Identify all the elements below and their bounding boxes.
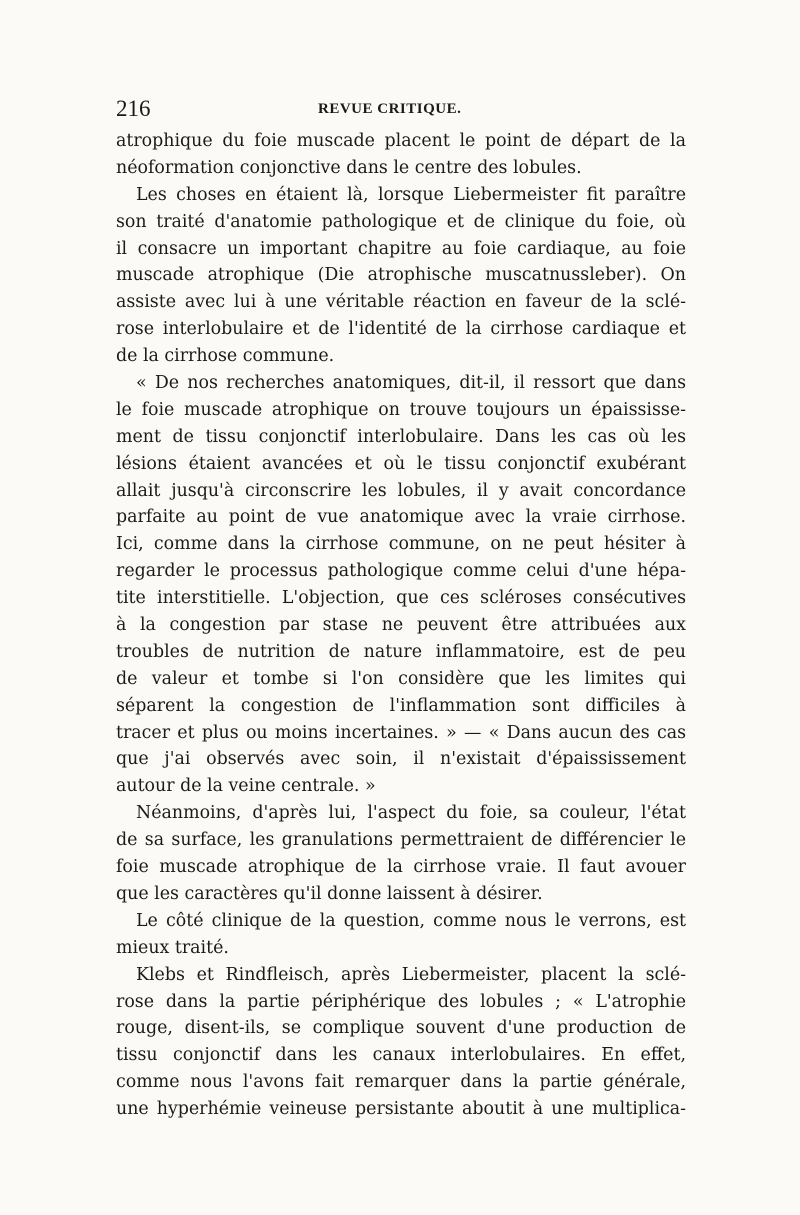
text-line: néoformation conjonctive dans le centre des lobules. [116, 157, 582, 178]
page-number: 216 [116, 96, 151, 121]
text-line: troubles de nutrition de nature inflammatoire, est de peu [116, 641, 686, 662]
text-line: tissu conjonctif dans les canaux interlobulaires. En effet, [116, 1045, 686, 1066]
text-line: tracer et plus ou moins incertaines. » — « Dans aucun des cas [116, 722, 686, 743]
paragraph [116, 908, 686, 962]
text-line: Néanmoins, d'après lui, l'aspect du foie, sa couleur, l'état [136, 803, 686, 824]
text-line: à la congestion par stase ne peuvent être attribuées aux [116, 615, 686, 636]
paragraph [116, 182, 686, 370]
text-line: regarder le processus pathologique comme celui d'une hépa- [116, 561, 686, 582]
running-head: REVUE CRITIQUE. [318, 101, 462, 117]
text-line: atrophique du foie muscade placent le point de départ de la [116, 131, 686, 151]
text-line: rose dans la partie périphérique des lobules ; « L'atrophie [116, 991, 686, 1012]
text-line: que les caractères qu'il donne laissent à désirer. [116, 883, 543, 904]
text-line: assiste avec lui à une véritable réaction en faveur de la sclé- [116, 292, 686, 313]
text-line: son traité d'anatomie pathologique et de clinique du foie, où [116, 211, 686, 232]
text-line: comme nous l'avons fait remarquer dans la partie générale, [116, 1072, 686, 1093]
text-line: il consacre un important chapitre au foie cardiaque, au foie [116, 238, 686, 259]
text-line: rouge, disent-ils, se complique souvent d'une production de [116, 1018, 686, 1039]
page-header [116, 96, 692, 126]
text-line: ment de tissu conjonctif interlobulaire. Dans les cas où les [116, 426, 686, 447]
text-line: foie muscade atrophique de la cirrhose vraie. Il faut avouer [116, 857, 686, 878]
text-line: tite interstitielle. L'objection, que ces scléroses consécutives [116, 588, 686, 609]
text-line: Le côté clinique de la question, comme nous le verrons, est [136, 910, 686, 931]
text-line: mieux traité. [116, 937, 229, 958]
text-line: Klebs et Rindfleisch, après Liebermeister, placent la sclé- [136, 964, 686, 985]
paragraph [116, 370, 686, 800]
text-line: de sa surface, les granulations permettraient de différencier le [116, 830, 686, 851]
text-line: de la cirrhose commune. [116, 346, 335, 367]
text-line: muscade atrophique (Die atrophische muscatnussleber). On [116, 265, 686, 286]
text-line: rose interlobulaire et de l'identité de la cirrhose cardiaque et [116, 319, 686, 340]
text-line: séparent la congestion de l'inflammation sont difficiles à [116, 695, 686, 716]
text-line: autour de la veine centrale. » [116, 776, 376, 797]
text-line: que j'ai observés avec soin, il n'existait d'épaississement [116, 749, 686, 770]
text-line: Ici, comme dans la cirrhose commune, on ne peut hésiter à [116, 534, 686, 555]
text-line: parfaite au point de vue anatomique avec la vraie cirrhose. [116, 507, 686, 528]
text-line: allait jusqu'à circonscrire les lobules, il y avait concordance [116, 480, 686, 501]
text-line: une hyperhémie veineuse persistante aboutit à une multiplica- [116, 1099, 686, 1120]
paragraph [116, 128, 686, 182]
paragraph [116, 800, 686, 908]
text-line: « De nos recherches anatomiques, dit-il, il ressort que dans [136, 373, 686, 394]
text-line: le foie muscade atrophique on trouve toujours un épaississe- [116, 399, 686, 420]
paragraph [116, 962, 686, 1123]
text-line: lésions étaient avancées et où le tissu conjonctif exubérant [116, 453, 686, 474]
text-line: de valeur et tombe si l'on considère que les limites qui [116, 668, 686, 689]
body-text [116, 128, 686, 1123]
text-line: Les choses en étaient là, lorsque Liebermeister fit paraître [136, 184, 686, 205]
